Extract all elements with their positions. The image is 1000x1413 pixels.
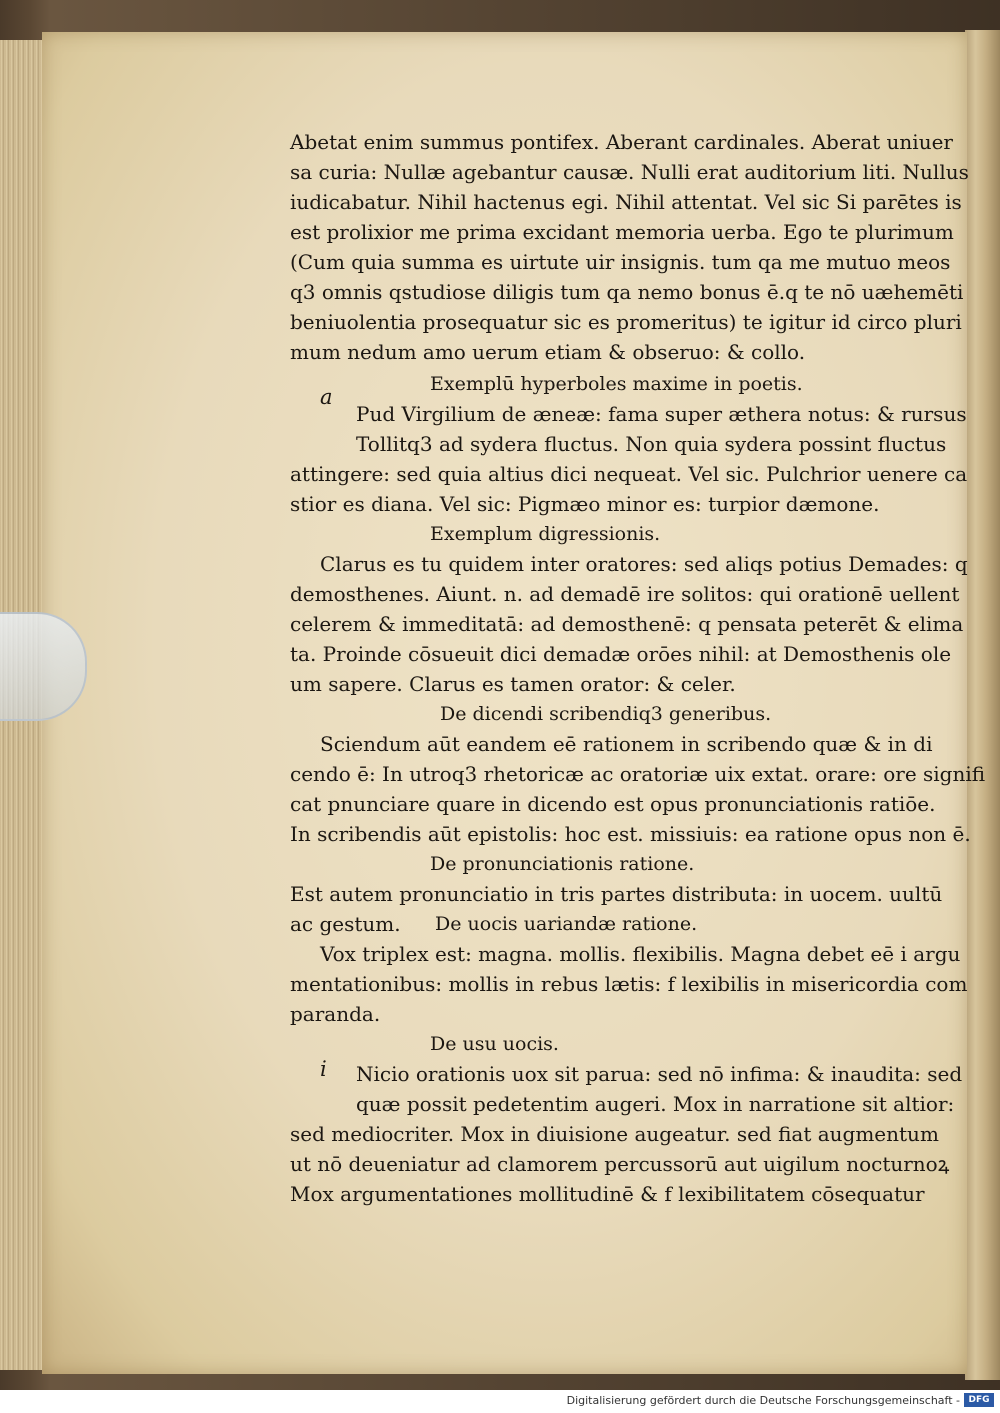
text-line: Nicio orationis uox sit parua: sed nō infima: & inaudita: sed (356, 1062, 963, 1086)
text-line: iudicabatur. Nihil hactenus egi. Nihil attentat. Vel sic Si parētes is (290, 190, 962, 214)
section-heading-genera: De dicendi scribendiq3 generibus. (440, 703, 772, 725)
text-line: sed mediocriter. Mox in diuisione augeatur. sed fiat augmentum (290, 1122, 939, 1146)
initial-a: a (320, 385, 333, 409)
text-line: Clarus es tu quidem inter oratores: sed aliqs potius Demades: q (320, 552, 968, 576)
text-line: Vox triplex est: magna. mollis. flexibilis. Magna debet eē i argu (320, 942, 961, 966)
text-line: Est autem pronunciatio in tris partes distributa: in uocem. uultū (290, 882, 943, 906)
text-line: (Cum quia summa es uirtute uir insignis. tum qa me mutuo meos (290, 250, 951, 274)
text-line: ac gestum. (290, 912, 401, 936)
text-line: ta. Proinde cōsueuit dici demadæ orōes nihil: at Demosthenis ole (290, 642, 952, 666)
text-line: demosthenes. Aiunt. n. ad demadē ire solitos: qui orationē uellent (290, 582, 960, 606)
text-line: mum nedum amo uerum etiam & obseruo: & collo. (290, 340, 806, 364)
text-line: attingere: sed quia altius dici nequeat. Vel sic. Pulchrior uenere ca (290, 462, 968, 486)
text-line: ut nō deueniatur ad clamorem percussorū aut uigilum nocturnoꝝ (290, 1152, 950, 1176)
text-line: um sapere. Clarus es tamen orator: & celer. (290, 672, 736, 696)
text-line: Abetat enim summus pontifex. Aberant cardinales. Aberat uniuer (290, 130, 953, 154)
section-heading-usus: De usu uocis. (430, 1033, 559, 1055)
text-line: celerem & immeditatā: ad demosthenē: q pensata peterēt & elima (290, 612, 964, 636)
section-heading-pronunciatio: De pronunciationis ratione. (430, 853, 695, 875)
text-line: sa curia: Nullæ agebantur causæ. Nulli erat auditorium liti. Nullus (290, 160, 969, 184)
dfg-logo-icon: DFG (964, 1393, 994, 1407)
text-line: q3 omnis qstudiose diligis tum qa nemo bonus ē.q te nō uæhemēti (290, 280, 964, 304)
text-line: paranda. (290, 1002, 381, 1026)
section-heading-uox: De uocis uariandæ ratione. (435, 913, 698, 935)
text-line: Sciendum aūt eandem eē rationem in scribendo quæ & in di (320, 732, 933, 756)
text-line: beniuolentia prosequatur sic es promeritus) te igitur id circo pluri (290, 310, 962, 334)
text-line: quæ possit pedetentim augeri. Mox in narratione sit altior: (356, 1092, 955, 1116)
section-heading-digressio: Exemplum digressionis. (430, 523, 661, 545)
text-line: mentationibus: mollis in rebus lætis: f lexibilis in misericordia com (290, 972, 968, 996)
section-heading-hyperbole: Exemplū hyperboles maxime in poetis. (430, 373, 803, 395)
page-clip (0, 612, 87, 721)
text-line: Mox argumentationes mollitudinē & f lexibilitatem cōsequatur (290, 1182, 925, 1206)
text-line: cat pnunciare quare in dicendo est opus pronunciationis ratiōe. (290, 792, 936, 816)
digitization-credit: Digitalisierung gefördert durch die Deutsche Forschungsgemeinschaft - (566, 1394, 960, 1407)
right-page-edge (965, 30, 1000, 1380)
text-line: stior es diana. Vel sic: Pigmæo minor es: turpior dæmone. (290, 492, 880, 516)
initial-i: i (320, 1057, 327, 1081)
text-line: Tollitq3 ad sydera fluctus. Non quia sydera possint fluctus (356, 432, 947, 456)
text-line: est prolixior me prima excidant memoria uerba. Ego te plurimum (290, 220, 954, 244)
text-line: In scribendis aūt epistolis: hoc est. missiuis: ea ratione opus non ē. (290, 822, 971, 846)
text-line: cendo ē: In utroq3 rhetoricæ ac oratoriæ uix extat. orare: ore signifi (290, 762, 986, 786)
text-line: Pud Virgilium de æneæ: fama super æthera notus: & rursus (356, 402, 967, 426)
